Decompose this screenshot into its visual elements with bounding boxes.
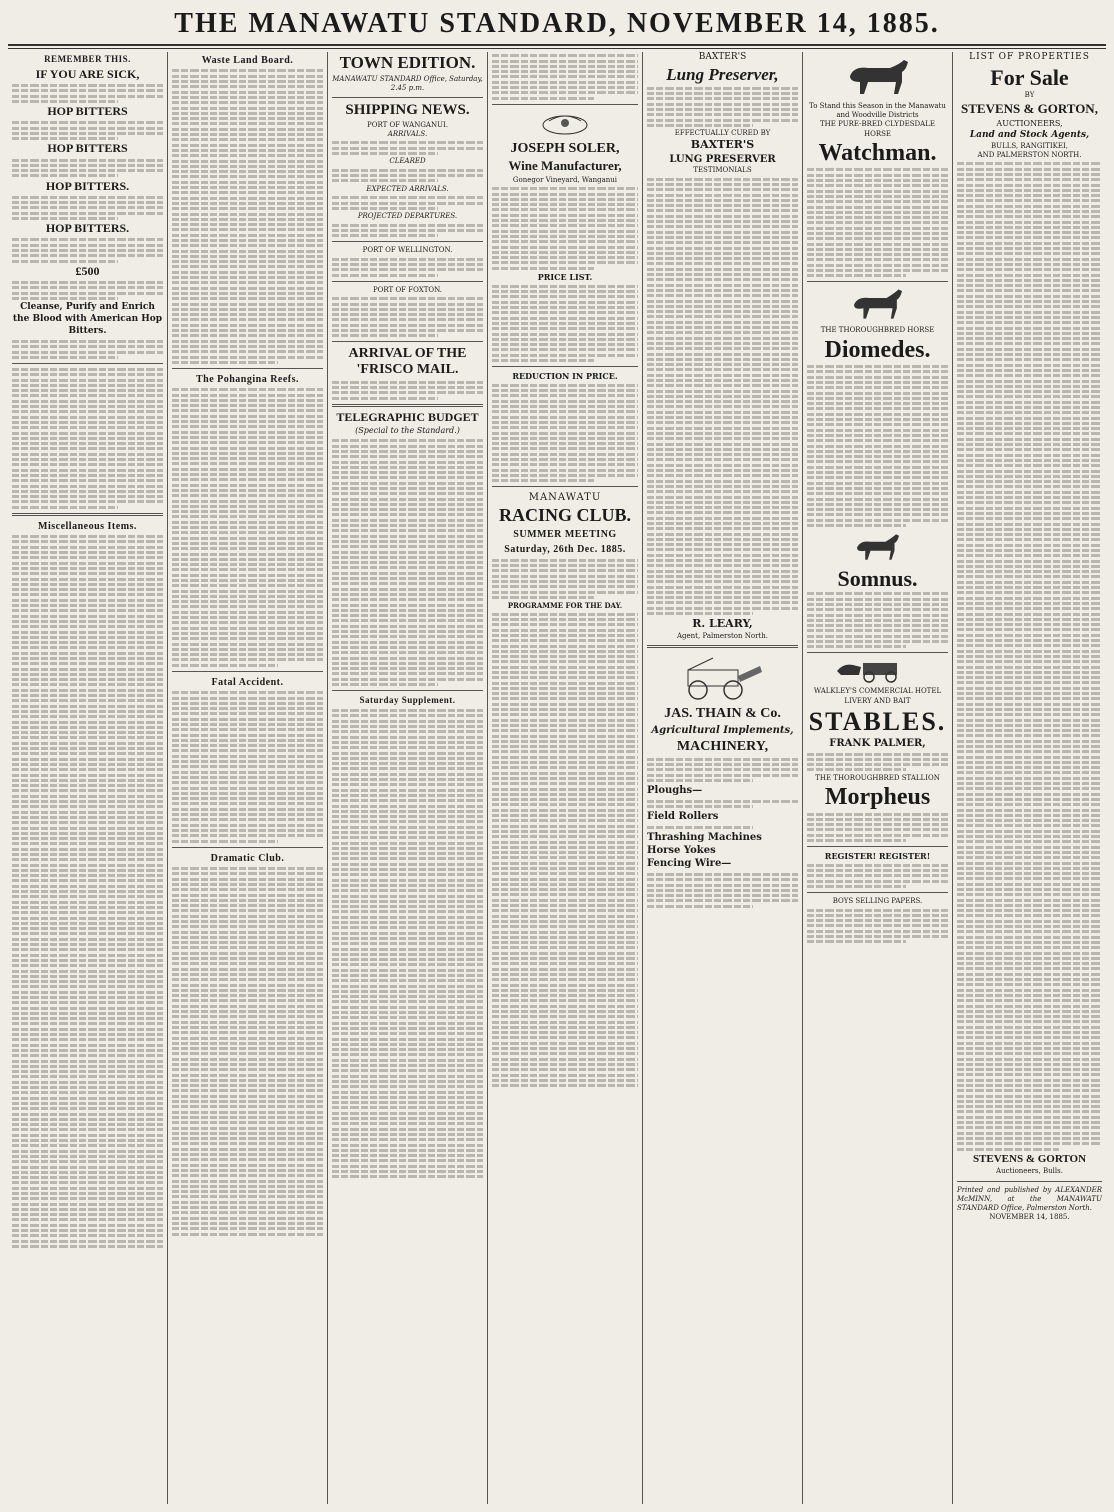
agri-implements: Agricultural Implements, — [651, 725, 794, 737]
expected-label: EXPECTED ARRIVALS. — [366, 184, 449, 193]
hop-ad-text-1 — [12, 84, 163, 103]
morpheus-breed: THE THOROUGHBRED STALLION — [815, 773, 940, 782]
diomedes-heading: Diomedes. — [824, 336, 931, 363]
summer-meeting: SUMMER MEETING — [513, 529, 617, 541]
port-foxton: PORT OF FOXTON. — [372, 285, 443, 294]
list-properties: LIST OF PROPERTIES — [969, 52, 1090, 62]
somnus-horse-engraving — [848, 531, 908, 563]
auctioneers-label: AUCTIONEERS, — [996, 119, 1063, 129]
column-5 — [643, 52, 803, 1504]
projected-label: PROJECTED DEPARTURES. — [357, 212, 458, 221]
telegraphic-heading: TELEGRAPHIC BUDGET — [336, 409, 479, 424]
reward-amount: £500 — [75, 263, 100, 278]
leary-agent: Agent, Palmerston North. — [677, 631, 768, 640]
register-heading: REGISTER! REGISTER! — [824, 850, 931, 861]
soler-title: Wine Manufacturer, — [508, 157, 622, 173]
soler-name: JOSEPH SOLER, — [510, 140, 620, 156]
masthead-rule — [8, 44, 1106, 46]
lung-preserver-2: LUNG PRESERVER — [669, 153, 776, 165]
thrashing-machines: Thrashing Machines — [647, 832, 762, 844]
town-edition-heading: TOWN EDITION. — [339, 53, 476, 72]
column-2 — [168, 52, 328, 1504]
thoroughbred-horse-engraving — [843, 286, 913, 322]
testimonials-text — [647, 178, 798, 615]
carriage-engraving — [833, 657, 923, 683]
imprint-date: NOVEMBER 14, 1885. — [989, 1213, 1070, 1222]
racing-club-heading: RACING CLUB. — [498, 505, 631, 526]
port-wellington: PORT OF WELLINGTON. — [362, 246, 453, 255]
cleared-label: CLEARED — [389, 157, 426, 166]
saturday-text — [332, 709, 483, 1178]
cleanse-heading: Cleanse, Purify and Enrich the Blood with American Hop Bitters. — [12, 302, 163, 336]
if-sick-heading: IF YOU ARE SICK, — [35, 66, 140, 81]
programme-text — [492, 613, 638, 1087]
dramatic-club-heading: Dramatic Club. — [210, 852, 285, 864]
stables-heading: STABLES. — [808, 706, 947, 736]
dramatic-club-text — [172, 867, 323, 1235]
special-line: (Special to the Standard.) — [355, 426, 460, 436]
thain-name: JAS. THAIN & Co. — [664, 706, 781, 722]
firm-name: STEVENS & GORTON, — [961, 101, 1098, 117]
ploughs-label: Ploughs— — [647, 785, 703, 797]
masthead-rule-thin — [8, 48, 1106, 49]
misc-text — [12, 535, 163, 1248]
watchman-breed: THE PURE-BRED CLYDESDALE HORSE — [820, 120, 935, 138]
soler-place: Gonegor Vineyard, Wanganui — [512, 175, 618, 184]
stand-season: To Stand this Season in the Manawatu and Woodville Districts — [809, 102, 946, 120]
bulls-place: BULLS, RANGITIKEI, — [991, 141, 1068, 150]
racing-manawatu: MANAWATU — [528, 492, 602, 504]
somnus-heading: Somnus. — [837, 565, 918, 591]
hop-bitters-1: HOP BITTERS — [47, 104, 128, 119]
palmer-name: FRANK PALMER, — [829, 738, 926, 750]
remember-heading: REMEMBER THIS. — [44, 54, 131, 64]
horse-yokes: Horse Yokes — [647, 845, 716, 857]
arrivals-label: ARRIVALS. — [387, 129, 428, 138]
fatal-accident-heading: Fatal Accident. — [211, 676, 284, 688]
programme-heading: PROGRAMME FOR THE DAY. — [507, 601, 623, 611]
masthead: THE MANAWATU STANDARD, NOVEMBER 14, 1885. — [174, 8, 940, 39]
waste-land-heading: Waste Land Board. — [201, 55, 294, 66]
baxter-label-2: BAXTER'S — [690, 138, 755, 152]
diomedes-breed: THE THOROUGHBRED HORSE — [820, 326, 935, 335]
machinery-heading: MACHINERY, — [676, 739, 769, 755]
telegraphic-text — [332, 439, 483, 686]
port-wanganui: PORT OF WANGANUI. — [367, 120, 448, 129]
hop-bitters-3: HOP BITTERS. — [45, 178, 130, 193]
morpheus-heading: Morpheus — [824, 784, 931, 811]
fatal-accident-text — [172, 691, 323, 842]
frisco-mail-heading: ARRIVAL OF THE 'FRISCO MAIL. — [348, 346, 467, 378]
lung-preserver-heading: Lung Preserver, — [666, 64, 779, 84]
column-7 — [953, 52, 1106, 1504]
watchman-heading: Watchman. — [818, 139, 937, 166]
sander-ad-text — [12, 368, 163, 509]
land-stock-agents: Land and Stock Agents, — [969, 129, 1090, 140]
imprint: Printed and published by ALEXANDER McMINN, at the MANAWATU STANDARD Office, Palmerston North. — [957, 1185, 1102, 1213]
reduction-heading: REDUCTION IN PRICE. — [512, 370, 618, 381]
walkley-hotel: WALKLEY'S COMMERCIAL HOTEL LIVERY AND BAIT — [813, 687, 942, 705]
hop-bitters-4: HOP BITTERS. — [45, 221, 130, 236]
column-3 — [328, 52, 488, 1504]
race-date: Saturday, 26th Dec. 1885. — [504, 544, 626, 556]
clydesdale-horse-engraving — [838, 56, 918, 98]
fencing-wire: Fencing Wire— — [647, 858, 732, 870]
firm-name-2: STEVENS & GORTON — [972, 1152, 1087, 1165]
pohangina-heading: The Pohangina Reefs. — [195, 373, 300, 385]
for-sale-heading: For Sale — [990, 64, 1069, 90]
properties-text — [957, 162, 1102, 1150]
waste-land-text — [172, 69, 323, 363]
leary-name: R. LEARY, — [692, 617, 753, 631]
vineyard-icon — [535, 109, 595, 137]
column-6 — [803, 52, 953, 1504]
office-line: MANAWATU STANDARD Office, Saturday, 2.45 p.m. — [332, 74, 483, 92]
field-rollers: Field Rollers — [647, 811, 719, 823]
hop-bitters-2: HOP BITTERS — [47, 141, 128, 156]
pohangina-text — [172, 388, 323, 666]
misc-heading: Miscellaneous Items. — [38, 520, 137, 532]
effectually-cured: EFFECTUALLY CURED BY — [674, 129, 771, 138]
baxter-label: BAXTER'S — [698, 52, 747, 62]
machinery-engraving — [678, 652, 768, 702]
by-label: BY — [1024, 90, 1035, 99]
palmerston-place: AND PALMERSTON NORTH. — [977, 150, 1082, 159]
column-4 — [488, 52, 643, 1504]
price-list-heading: PRICE LIST. — [537, 271, 593, 282]
saturday-supplement-heading: Saturday Supplement. — [359, 694, 456, 705]
column-1 — [8, 52, 168, 1504]
columns — [8, 52, 1106, 1504]
testimonials-label: TESTIMONIALS — [693, 166, 752, 175]
boys-heading: BOYS SELLING PAPERS. — [832, 897, 923, 906]
auctioneers-bulls: Auctioneers, Bulls. — [996, 1167, 1063, 1176]
shipping-heading: SHIPPING NEWS. — [345, 102, 470, 119]
